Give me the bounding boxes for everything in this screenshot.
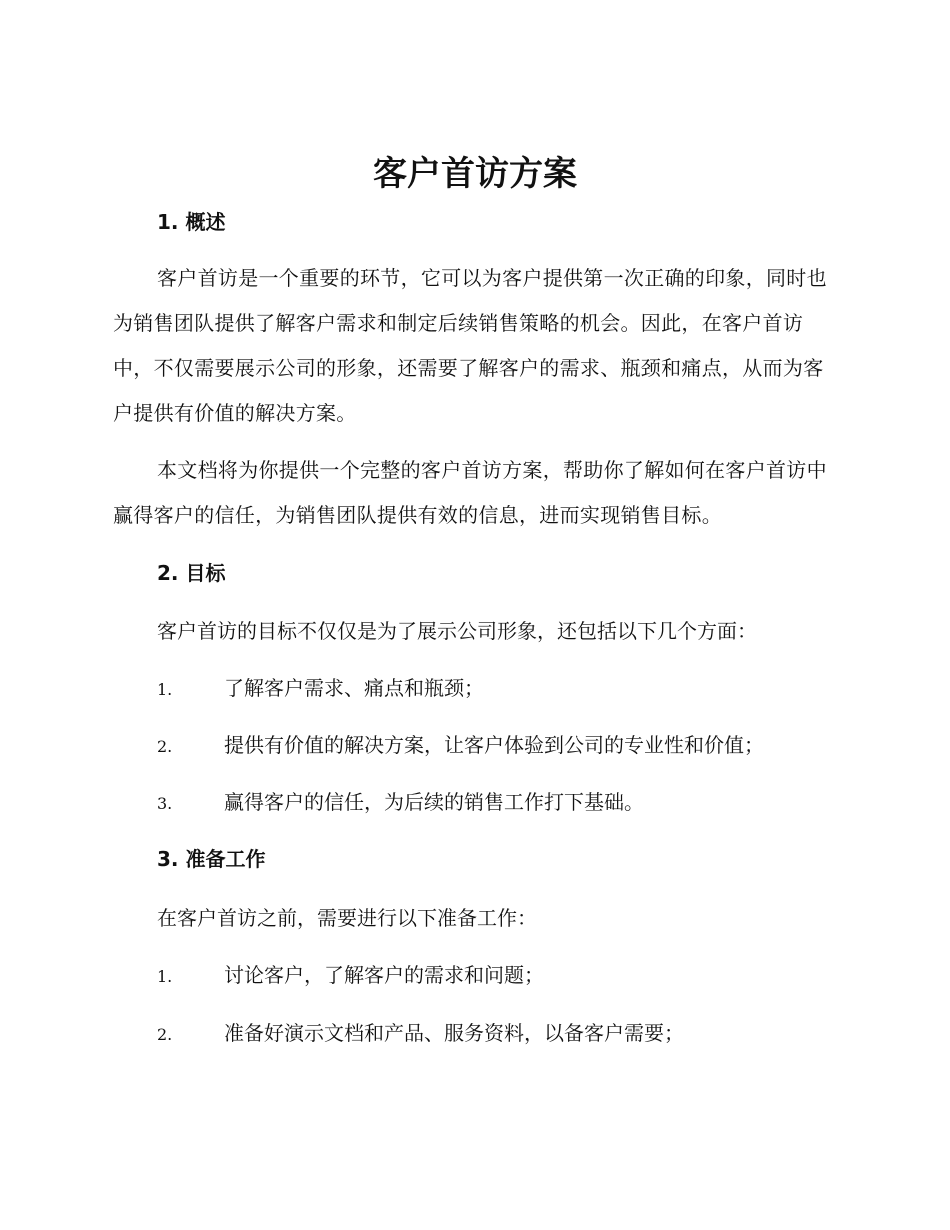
preparation-list-item	[157, 961, 857, 989]
list-text: 赢得客户的信任，为后续的销售工作打下基础。	[224, 790, 644, 814]
list-number: 3.	[157, 794, 173, 813]
list-number: 1.	[157, 680, 173, 699]
section-heading-preparation: 3. 准备工作	[157, 847, 266, 871]
overview-paragraph-1: 客户首访是一个重要的环节，它可以为客户提供第一次正确的印象，同时也为销售团队提供了解客户需求和制定后续销售策略的机会。因此，在客户首访中，不仅需要展示公司的形象，还需要了解客户的需求、瓶颈和痛点，从而为客户提供有价值的解决方案。	[113, 266, 827, 425]
list-number: 1.	[157, 967, 173, 986]
document-title: 客户首访方案	[373, 154, 577, 194]
preparation-intro: 在客户首访之前，需要进行以下准备工作：	[157, 906, 537, 930]
goals-list-item	[157, 674, 857, 702]
list-number: 2.	[157, 1025, 173, 1044]
preparation-list-item	[157, 1019, 857, 1047]
list-text: 提供有价值的解决方案，让客户体验到公司的专业性和价值；	[224, 733, 764, 757]
list-number: 2.	[157, 737, 173, 756]
section-heading-overview: 1. 概述	[157, 210, 226, 234]
overview-paragraph-2: 本文档将为你提供一个完整的客户首访方案，帮助你了解如何在客户首访中赢得客户的信任，为销售团队提供有效的信息，进而实现销售目标。	[113, 458, 827, 527]
list-text: 准备好演示文档和产品、服务资料，以备客户需要；	[224, 1021, 684, 1045]
goals-intro: 客户首访的目标不仅仅是为了展示公司形象，还包括以下几个方面：	[157, 619, 757, 643]
goals-list-item	[157, 731, 857, 759]
goals-list-item	[157, 788, 857, 816]
list-text: 讨论客户，了解客户的需求和问题；	[224, 963, 544, 987]
section-heading-goals: 2. 目标	[157, 561, 226, 585]
list-text: 了解客户需求、痛点和瓶颈；	[224, 676, 484, 700]
